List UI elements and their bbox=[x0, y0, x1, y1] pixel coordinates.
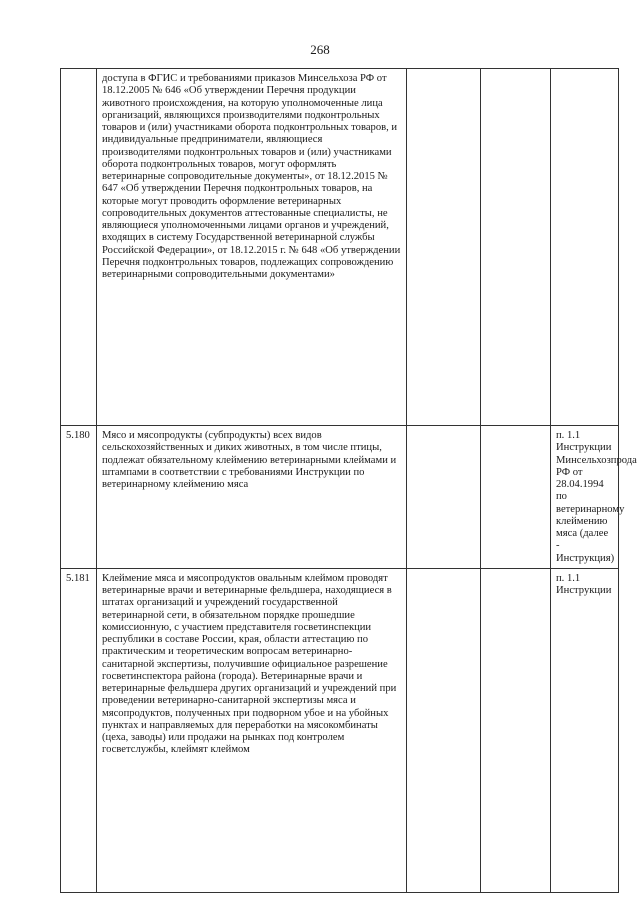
column-b-cell bbox=[481, 568, 551, 892]
item-number: 5.180 bbox=[61, 426, 97, 569]
column-b-cell bbox=[481, 426, 551, 569]
column-b-cell bbox=[481, 69, 551, 426]
item-number bbox=[61, 69, 97, 426]
column-a-cell bbox=[407, 568, 481, 892]
page-number: 268 bbox=[310, 42, 330, 57]
column-a-cell bbox=[407, 69, 481, 426]
table-row bbox=[61, 426, 619, 569]
legal-source: п. 1.1 Инструкции Минсельхозпрода РФ от 28.04.1994 по ветеринарному клеймению мяса (далее - Инструкция) bbox=[551, 426, 619, 569]
item-number: 5.181 bbox=[61, 568, 97, 892]
requirement-text: Клеймение мяса и мясопродуктов овальным клеймом проводят ветеринарные врачи и ветеринарные фельдшера, находящиеся в штатах организаций и учреждений государственной ветеринарной сети, в обязательном порядке прошедшие комиссионную, с участием представителя госветинспекции республики в составе России, края, области аттестацию по практическим и теоретическим вопросам ветеринарно-санитарной экспертизы, получившие официальное разрешение госветинспектора района (города). Ветеринарные врачи и ветеринарные фельдшера других организаций и учреждений при проведении ветеринарно-санитарной экспертизы мяса и мясопродуктов, полученных при подворном убое и на убойных пунктах и направляемых для переработки на мясокомбинаты (цеха, заводы) или продажи на рынках под контролем госветслужбы, клеймят клеймом bbox=[97, 568, 407, 892]
requirements-table bbox=[60, 68, 637, 893]
table-row bbox=[61, 568, 619, 892]
requirement-text: доступа в ФГИС и требованиями приказов Минсельхоза РФ от 18.12.2005 № 646 «Об утверждении Перечня продукции животного происхождения, на которую уполномоченные лица организаций, являющихся производителями подконтрольных товаров и (или) участниками оборота подконтрольных товаров, и индивидуальные предприниматели, являющиеся производителями подконтрольных товаров и (или) участниками оборота подконтрольных товаров, могут оформлять ветеринарные сопроводительные документы», от 18.12.2015 № 647 «Об утверждении Перечня подконтрольных товаров, на которые могут проводить оформление ветеринарных сопроводительных документов аттестованные специалисты, не являющиеся уполномоченными лицами органов и учреждений, входящих в систему Государственной ветеринарной службы Российской Федерации», от 18.12.2015 г. № 648 «Об утверждении Перечня подконтрольных товаров, подлежащих сопровождению ветеринарными сопроводительными документами» bbox=[97, 69, 407, 426]
requirement-text: Мясо и мясопродукты (субпродукты) всех видов сельскохозяйственных и диких животных, в том числе птицы, подлежат обязательному клеймению ветеринарными клеймами и штампами в соответствии с требованиями Инструкции по ветеринарному клеймению мяса bbox=[97, 426, 407, 569]
column-a-cell bbox=[407, 426, 481, 569]
table-row bbox=[61, 69, 619, 426]
legal-source: п. 1.1 Инструкции bbox=[551, 568, 619, 892]
legal-source bbox=[551, 69, 619, 426]
